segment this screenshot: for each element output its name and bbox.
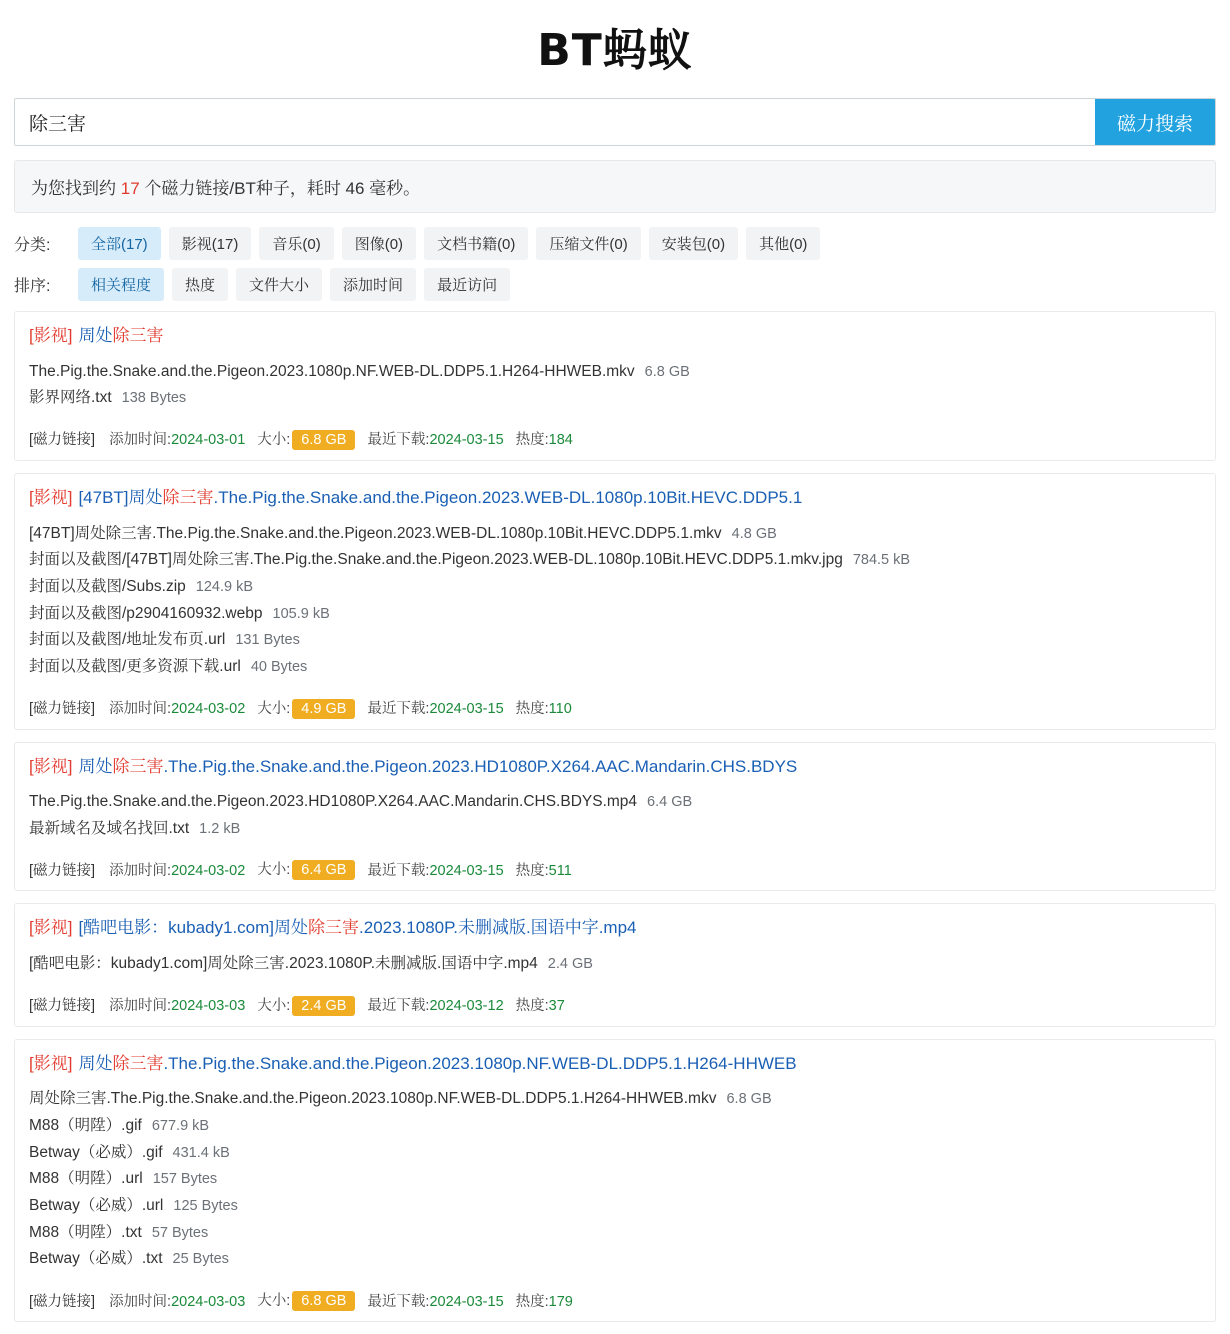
file-list — [29, 951, 1201, 978]
result-item — [14, 473, 1216, 730]
hot-value: 37 — [548, 998, 565, 1015]
summary-count: 17 — [120, 179, 140, 198]
sort-chip-recent[interactable]: 最近访问 — [424, 268, 510, 301]
summary-middle: 个磁力链接/BT种子，耗时 46 毫秒。 — [139, 179, 421, 198]
file-size: 1.2 kB — [199, 820, 241, 837]
file-name: 封面以及截图/地址发布页.url — [29, 631, 226, 649]
size-label-group — [257, 1289, 355, 1311]
result-title-link[interactable] — [78, 488, 802, 507]
results-list — [14, 311, 1216, 1322]
file-size: 125 Bytes — [173, 1198, 238, 1215]
result-title-text: .The.Pig.the.Snake.and.the.Pigeon.2023.1080p.NF.WEB-DL.DDP5.1.H264-HHWEB — [163, 1053, 797, 1073]
sort-filter-row — [14, 268, 1216, 301]
file-size: 124.9 kB — [195, 578, 254, 595]
hot-label-group — [516, 697, 572, 718]
file-name: 最新域名及域名找回.txt — [29, 819, 190, 837]
search-input[interactable] — [15, 99, 1095, 145]
result-category-tag: [影视] — [29, 756, 73, 776]
file-size: 105.9 kB — [272, 605, 330, 622]
hot-value: 179 — [548, 1293, 573, 1310]
category-chip-other[interactable]: 其他(0) — [746, 227, 820, 260]
result-title-highlight: 除三害 — [308, 918, 360, 938]
file-list — [29, 521, 1201, 681]
result-title-text: .The.Pig.the.Snake.and.the.Pigeon.2023.HD1080P.X264.AAC.Mandarin.CHS.BDYS — [163, 756, 798, 776]
result-summary — [14, 160, 1216, 213]
magnet-link-button[interactable]: [磁力链接] — [29, 1293, 96, 1310]
hot-value: 110 — [548, 701, 572, 718]
result-title-highlight: 除三害 — [112, 756, 164, 776]
file-name: 封面以及截图/Subs.zip — [29, 577, 186, 595]
category-chip-archives[interactable]: 压缩文件(0) — [536, 227, 640, 260]
added-time-value: 2024-03-01 — [171, 432, 246, 449]
size-label: 大小: — [257, 431, 291, 448]
file-size: 157 Bytes — [152, 1171, 218, 1188]
result-title-text: .2023.1080P.未删减版.国语中字.mp4 — [359, 918, 637, 938]
result-meta-row — [29, 850, 1201, 880]
last-download-label: 最近下载: — [367, 998, 430, 1015]
file-row — [29, 1140, 1201, 1167]
last-download-label: 最近下载: — [367, 862, 430, 879]
file-row — [29, 654, 1201, 681]
added-time-label: 添加时间: — [109, 701, 172, 718]
added-time-value: 2024-03-02 — [171, 862, 246, 879]
category-chip-all[interactable]: 全部(17) — [78, 227, 161, 260]
magnet-link-button[interactable]: [磁力链接] — [29, 998, 96, 1015]
file-row — [29, 951, 1201, 978]
file-row — [29, 385, 1201, 412]
file-name: [47BT]周处除三害.The.Pig.the.Snake.and.the.Pigeon.2023.WEB-DL.1080p.10Bit.HEVC.DDP5.1.mkv — [29, 524, 722, 542]
last-download-value: 2024-03-12 — [429, 998, 504, 1015]
result-title-text: 周处 — [78, 326, 113, 345]
added-time-label-group — [109, 994, 245, 1015]
file-size: 138 Bytes — [121, 390, 187, 407]
added-time-label: 添加时间: — [109, 1293, 172, 1310]
added-time-label-group — [109, 1290, 245, 1311]
sort-chip-added[interactable]: 添加时间 — [330, 268, 416, 301]
result-title-text: [47BT]周处 — [78, 487, 163, 507]
hot-label-group — [516, 859, 572, 880]
magnet-link-button[interactable]: [磁力链接] — [29, 701, 96, 718]
result-meta-row — [29, 689, 1201, 719]
magnet-link-button[interactable]: [磁力链接] — [29, 432, 96, 449]
page-root — [0, 14, 1230, 1322]
size-label-group — [257, 697, 355, 719]
result-title — [29, 916, 1201, 941]
result-meta-row — [29, 986, 1201, 1016]
hot-label: 热度: — [515, 1293, 549, 1310]
category-chip-documents[interactable]: 文档书籍(0) — [424, 227, 528, 260]
file-row — [29, 601, 1201, 628]
result-category-tag: [影视] — [29, 1053, 73, 1073]
file-list — [29, 1086, 1201, 1273]
added-time-label: 添加时间: — [109, 998, 172, 1015]
result-title-highlight: 除三害 — [112, 326, 164, 345]
file-name: 周处除三害.The.Pig.the.Snake.and.the.Pigeon.2023.1080p.NF.WEB-DL.DDP5.1.H264-HHWEB.mkv — [29, 1090, 717, 1108]
file-row — [29, 627, 1201, 654]
size-label: 大小: — [257, 862, 291, 879]
file-name: Betway（必威）.gif — [29, 1143, 163, 1161]
size-label: 大小: — [257, 997, 291, 1014]
result-title-link[interactable] — [78, 326, 163, 345]
size-label: 大小: — [257, 1293, 291, 1310]
file-row — [29, 359, 1201, 386]
last-download-label: 最近下载: — [367, 1293, 430, 1310]
file-size: 131 Bytes — [235, 632, 300, 649]
file-row — [29, 1086, 1201, 1113]
size-label-group — [257, 858, 355, 880]
sort-filter-label: 排序: — [14, 278, 51, 295]
file-name: M88（明陞）.gif — [29, 1117, 142, 1135]
result-category-tag: [影视] — [29, 326, 73, 345]
file-list — [29, 359, 1201, 412]
category-chip-video[interactable]: 影视(17) — [169, 227, 252, 260]
file-size: 25 Bytes — [172, 1251, 229, 1268]
file-name: Betway（必威）.txt — [29, 1250, 163, 1268]
file-size: 784.5 kB — [852, 552, 911, 569]
file-size: 677.9 kB — [151, 1118, 210, 1135]
last-download-label-group — [367, 994, 503, 1015]
result-title-link[interactable] — [78, 757, 797, 776]
size-badge: 4.9 GB — [292, 699, 355, 719]
search-button[interactable]: 磁力搜索 — [1095, 99, 1215, 145]
file-size: 4.8 GB — [731, 525, 777, 542]
size-badge: 2.4 GB — [292, 996, 355, 1016]
last-download-label-group — [367, 1290, 503, 1311]
result-title-text: 周处 — [78, 1053, 113, 1073]
category-filter-row — [14, 227, 1216, 260]
magnet-link-button[interactable]: [磁力链接] — [29, 862, 96, 879]
hot-label-group — [516, 994, 565, 1015]
hot-label-group — [516, 428, 573, 449]
added-time-label: 添加时间: — [109, 432, 172, 449]
file-row — [29, 1166, 1201, 1193]
result-item — [14, 903, 1216, 1026]
size-label-group — [257, 428, 355, 450]
result-item — [14, 1039, 1216, 1322]
added-time-label-group — [109, 859, 245, 880]
hot-label: 热度: — [515, 998, 549, 1015]
last-download-label: 最近下载: — [367, 701, 430, 718]
added-time-label-group — [109, 428, 245, 449]
result-item — [14, 311, 1216, 461]
file-size: 6.8 GB — [726, 1091, 772, 1108]
last-download-value: 2024-03-15 — [429, 432, 504, 449]
result-title — [29, 755, 1201, 780]
result-title-text: 周处 — [78, 756, 113, 776]
file-size: 6.4 GB — [647, 794, 693, 811]
hot-label: 热度: — [515, 701, 549, 718]
file-name: 封面以及截图/[47BT]周处除三害.The.Pig.the.Snake.and.the.Pigeon.2023.WEB-DL.1080p.10Bit.HEVC.DDP5.1.mkv.jpg — [29, 551, 843, 569]
file-name: The.Pig.the.Snake.and.the.Pigeon.2023.1080p.NF.WEB-DL.DDP5.1.H264-HHWEB.mkv — [29, 362, 635, 380]
result-title-link[interactable] — [78, 1054, 796, 1073]
last-download-label-group — [367, 859, 503, 880]
file-name: 影界网络.txt — [29, 389, 112, 407]
file-size: 2.4 GB — [547, 956, 593, 973]
added-time-label-group — [109, 697, 245, 718]
result-category-tag: [影视] — [29, 918, 73, 938]
result-title — [29, 324, 1201, 349]
last-download-value: 2024-03-15 — [429, 701, 504, 718]
file-size: 40 Bytes — [250, 658, 308, 675]
result-meta-row — [29, 420, 1201, 450]
file-name: [酷吧电影：kubady1.com]周处除三害.2023.1080P.未删减版.国语中字.mp4 — [29, 955, 538, 973]
result-title-highlight: 除三害 — [162, 487, 214, 507]
added-time-label: 添加时间: — [109, 862, 172, 879]
hot-value: 511 — [548, 862, 572, 879]
file-name: The.Pig.the.Snake.and.the.Pigeon.2023.HD1080P.X264.AAC.Mandarin.CHS.BDYS.mp4 — [29, 793, 638, 811]
hot-label-group — [516, 1290, 573, 1311]
summary-prefix: 为您找到约 — [31, 179, 121, 198]
size-badge: 6.4 GB — [292, 860, 355, 880]
file-list — [29, 789, 1201, 842]
file-name: M88（明陞）.url — [29, 1170, 143, 1188]
result-title-text: .The.Pig.the.Snake.and.the.Pigeon.2023.WEB-DL.1080p.10Bit.HEVC.DDP5.1 — [213, 487, 803, 507]
hot-value: 184 — [548, 432, 573, 449]
file-row — [29, 1113, 1201, 1140]
added-time-value: 2024-03-02 — [171, 701, 246, 718]
last-download-label-group — [367, 697, 503, 718]
hot-label: 热度: — [515, 862, 549, 879]
result-category-tag: [影视] — [29, 487, 73, 507]
file-name: Betway（必威）.url — [29, 1197, 164, 1215]
result-title — [29, 486, 1201, 511]
file-name: 封面以及截图/p2904160932.webp — [29, 604, 263, 622]
category-filter-label: 分类: — [14, 237, 51, 254]
search-bar — [14, 98, 1216, 146]
file-size: 431.4 kB — [172, 1144, 230, 1161]
file-name: 封面以及截图/更多资源下载.url — [29, 657, 241, 675]
file-size: 6.8 GB — [644, 363, 690, 380]
size-badge: 6.8 GB — [292, 1291, 355, 1311]
category-chip-image[interactable]: 图像(0) — [342, 227, 416, 260]
category-chip-music[interactable]: 音乐(0) — [259, 227, 333, 260]
file-row — [29, 1220, 1201, 1247]
file-row — [29, 521, 1201, 548]
sort-chip-hot[interactable]: 热度 — [172, 268, 228, 301]
filters — [14, 227, 1216, 301]
file-name: M88（明陞）.txt — [29, 1223, 142, 1241]
last-download-value: 2024-03-15 — [429, 862, 504, 879]
size-badge: 6.8 GB — [292, 430, 355, 450]
result-title-link[interactable] — [78, 918, 636, 937]
last-download-label: 最近下载: — [367, 432, 430, 449]
last-download-value: 2024-03-15 — [429, 1293, 504, 1310]
file-row — [29, 816, 1201, 843]
file-size: 57 Bytes — [151, 1224, 209, 1241]
result-title-highlight: 除三害 — [112, 1053, 164, 1073]
added-time-value: 2024-03-03 — [171, 1293, 246, 1310]
category-chip-apps[interactable]: 安装包(0) — [649, 227, 738, 260]
file-row — [29, 547, 1201, 574]
file-row — [29, 789, 1201, 816]
size-label: 大小: — [257, 700, 291, 717]
result-item — [14, 742, 1216, 892]
added-time-value: 2024-03-03 — [171, 998, 246, 1015]
file-row — [29, 574, 1201, 601]
size-label-group — [257, 994, 355, 1016]
last-download-label-group — [367, 428, 503, 449]
result-title — [29, 1052, 1201, 1077]
result-title-text: [酷吧电影：kubady1.com]周处 — [78, 918, 309, 938]
sort-chip-size[interactable]: 文件大小 — [236, 268, 322, 301]
sort-chip-relevance[interactable]: 相关程度 — [78, 268, 164, 301]
file-row — [29, 1246, 1201, 1273]
hot-label: 热度: — [515, 432, 549, 449]
page-title: BT蚂蚁 — [537, 25, 693, 76]
file-row — [29, 1193, 1201, 1220]
